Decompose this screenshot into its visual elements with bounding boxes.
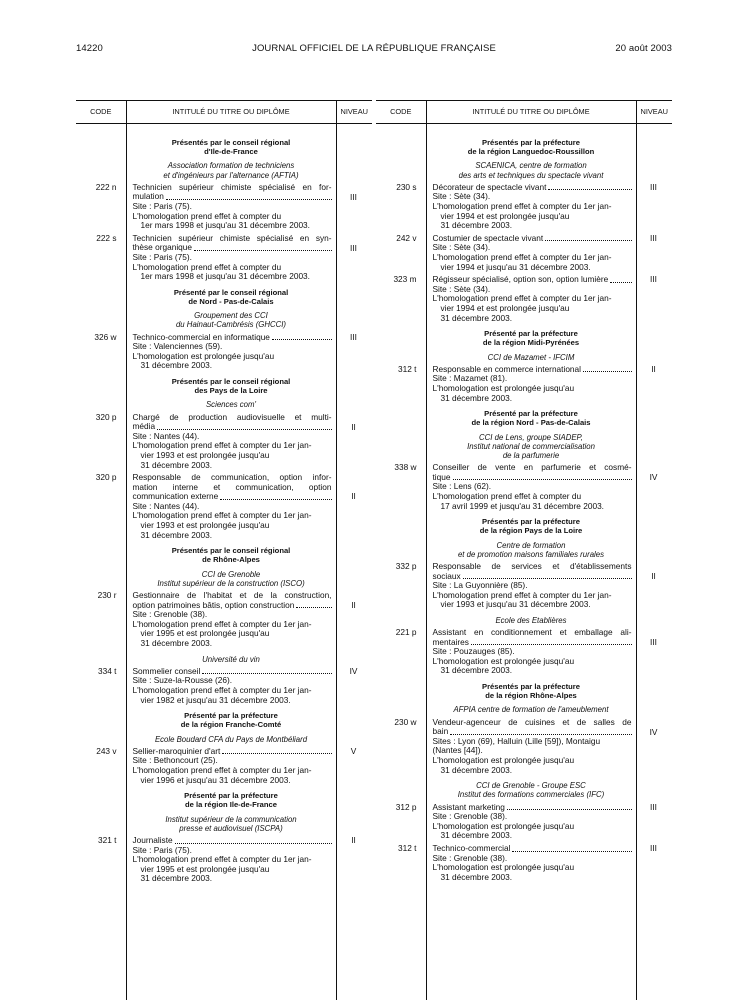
diploma-title: Responsable de communication, option infor- — [132, 472, 332, 483]
diploma-code: 320 p — [95, 472, 117, 483]
organization-name — [127, 311, 336, 329]
diploma-title-text: bain — [432, 726, 449, 737]
diploma-detail-line: 31 décembre 2003. — [440, 312, 512, 323]
diploma-detail-line: L'homologation prend effet à compter du 1er jan- — [132, 618, 312, 629]
diploma-title-text: tique — [432, 471, 451, 482]
diploma-entry — [394, 716, 658, 776]
diploma-detail-line: vier 1993 et jusqu'au 31 décembre 2003. — [440, 599, 591, 610]
diploma-detail-line: 1er mars 1998 et jusqu'au 31 décembre 2003. — [140, 220, 310, 231]
organization-line: Institut des formations commerciales (IFC) — [457, 790, 605, 800]
col-header-code: CODE — [376, 101, 426, 124]
organization-line: Ecole Boudard CFA du Pays de Montbéliard — [154, 734, 308, 744]
diploma-detail-line: L'homologation prend effet à compter du 1er jan- — [132, 510, 312, 521]
diploma-detail-line: L'homologation prend effet à compter du — [132, 261, 282, 272]
diploma-code: 338 w — [394, 462, 417, 473]
diploma-level: IV — [349, 665, 358, 676]
diploma-code: 312 t — [398, 363, 417, 374]
journal-title: JOURNAL OFFICIEL DE LA RÉPUBLIQUE FRANÇAISE — [252, 43, 496, 54]
diploma-entry — [396, 181, 657, 231]
right-table — [376, 100, 672, 1000]
organization-line: SCAENICA, centre de formation — [475, 161, 587, 171]
diploma-code: 321 t — [98, 835, 117, 846]
section-heading-line: de la région Ile-de-France — [185, 800, 277, 810]
diploma-level: III — [350, 191, 357, 202]
dot-leader — [610, 275, 631, 283]
section-heading-line: de la région Nord - Pas-de-Calais — [471, 418, 591, 428]
diploma-detail-line: 31 décembre 2003. — [440, 830, 512, 841]
diploma-detail-line: Site : Sète (34). — [432, 191, 491, 202]
section-heading-line: Présentés par le conseil régional — [171, 376, 291, 386]
section-heading-line: d'Ile-de-France — [204, 147, 258, 157]
diploma-detail-line: L'homologation prend effet à compter du 1er jan- — [132, 440, 312, 451]
dot-leader — [296, 601, 331, 609]
diploma-level: II — [351, 600, 356, 611]
organization-line: Sciences com' — [205, 400, 257, 410]
section-heading-line: Présenté par la préfecture — [184, 711, 278, 721]
section-heading-line: Présentés par la préfecture — [482, 517, 580, 527]
diploma-level: III — [650, 801, 657, 812]
diploma-detail-line: Site : Lens (62). — [432, 481, 492, 492]
diploma-detail-line: L'homologation prend effet à compter du 1er jan- — [432, 293, 612, 304]
diploma-code: 222 n — [95, 181, 117, 192]
organization-name — [127, 735, 336, 744]
col-header-level: NIVEAU — [636, 101, 672, 124]
section-heading-line: Présenté par le conseil régional — [173, 287, 289, 297]
diploma-title-text: Journaliste — [132, 835, 173, 846]
dot-leader — [202, 667, 331, 675]
diploma-detail-line: Site : Grenoble (38). — [132, 609, 208, 620]
section-block — [394, 682, 658, 775]
section-block — [398, 329, 656, 403]
diploma-detail-line: vier 1982 et jusqu'au 31 décembre 2003. — [140, 694, 291, 705]
section-heading-line: de la région Rhône-Alpes — [485, 691, 577, 701]
diploma-detail-line: vier 1995 et est prolongée jusqu'au — [140, 863, 270, 874]
organization-line: de la parfumerie — [502, 450, 560, 460]
diploma-detail-line: L'homologation prend effet à compter du 1er jan- — [132, 685, 312, 696]
dot-leader — [272, 333, 332, 341]
organization-name — [427, 353, 636, 362]
organization-line: Groupement des CCI — [194, 311, 268, 321]
diploma-level: IV — [649, 472, 658, 483]
diploma-title: Chargé de production audiovisuelle et multi- — [132, 411, 332, 422]
organization-name — [127, 400, 336, 409]
organization-line: presse et audiovisuel (ISCPA) — [179, 823, 283, 833]
diploma-entry — [398, 363, 656, 403]
diploma-detail-line: vier 1995 et est prolongée jusqu'au — [140, 628, 270, 639]
diploma-code: 243 v — [96, 745, 117, 756]
diploma-entry — [97, 590, 356, 649]
diploma-level: III — [650, 843, 657, 853]
diploma-detail-line: vier 1993 et est prolongée jusqu'au — [140, 449, 270, 460]
section-heading-line: Présenté par la préfecture — [184, 791, 278, 801]
diploma-code: 312 p — [395, 801, 417, 812]
dot-leader — [157, 422, 331, 430]
diploma-level: III — [650, 232, 657, 243]
organization-name — [127, 655, 336, 664]
diploma-detail-line: Site : Grenoble (38). — [432, 811, 508, 822]
dot-leader — [548, 183, 631, 191]
section-block — [393, 138, 657, 323]
diploma-title: Vendeur-agenceur de cuisines et de salles de — [432, 716, 632, 727]
organization-line: CCI de Grenoble - Groupe ESC — [476, 781, 586, 791]
diploma-detail-line: Site : Suze-la-Rousse (26). — [132, 675, 233, 686]
diploma-entry — [94, 331, 357, 371]
diploma-code: 230 s — [396, 181, 417, 192]
diploma-entry — [95, 181, 357, 231]
diploma-detail-line: Site : Grenoble (38). — [432, 852, 508, 863]
col-header-code: CODE — [76, 101, 126, 124]
diploma-level: II — [351, 421, 356, 432]
diploma-entry — [393, 274, 657, 323]
diploma-detail-line: Site : Sète (34). — [432, 283, 491, 294]
diploma-level: III — [650, 274, 657, 285]
diploma-code: 323 m — [393, 274, 417, 285]
diploma-title: Assistant en conditionnement et emballage ali- — [432, 627, 632, 638]
col-header-level: NIVEAU — [336, 101, 372, 124]
section-block — [395, 615, 657, 676]
diploma-entry — [395, 627, 657, 676]
section-heading-line: Présentés par le conseil régional — [171, 138, 291, 147]
diploma-detail-line: L'homologation prend effet à compter du 1er jan- — [432, 589, 612, 600]
diploma-detail-line: Site : Mazamet (81). — [432, 373, 508, 384]
organization-line: et de promotion maisons familiales rurales — [457, 549, 605, 559]
organization-name — [427, 433, 636, 461]
diploma-title: Responsable de services et d'établissements — [432, 560, 632, 571]
section-block — [97, 546, 356, 649]
diploma-title: Gestionnaire de l'habitat et de la construction, — [132, 590, 332, 601]
diploma-title-text: Sellier-maroquinier d'art — [132, 745, 221, 756]
diploma-detail-line: Site : Nantes (44). — [132, 500, 200, 511]
diploma-detail-line: 31 décembre 2003. — [440, 764, 512, 775]
diploma-title: Technicien supérieur chimiste spécialisé en syn- — [132, 232, 332, 243]
diploma-code: 242 v — [396, 232, 417, 243]
dot-leader — [583, 365, 631, 373]
section-block — [94, 287, 357, 371]
diploma-detail-line: L'homologation est prolongée jusqu'au — [432, 862, 575, 873]
diploma-detail-line: vier 1994 et jusqu'au 31 décembre 2003. — [440, 261, 591, 272]
diploma-title-text: mentaires — [432, 636, 469, 647]
diploma-entry — [398, 843, 657, 882]
diploma-title-text: sociaux — [432, 570, 461, 581]
section-heading-line: Présenté par la préfecture — [484, 329, 578, 339]
diploma-title-text: thèse organique — [132, 242, 193, 253]
section-block — [95, 138, 357, 282]
diploma-detail-line: 1er mars 1998 et jusqu'au 31 décembre 2003. — [140, 271, 310, 282]
diploma-code: 221 p — [395, 627, 417, 638]
diploma-detail-line: 31 décembre 2003. — [140, 873, 212, 884]
diploma-entry — [96, 232, 357, 282]
diploma-title-text: communication externe — [132, 491, 219, 502]
diploma-detail-line: vier 1994 et est prolongée jusqu'au — [440, 302, 570, 313]
diploma-entry — [98, 665, 358, 705]
section-heading-line: de la région Pays de la Loire — [479, 526, 583, 536]
diploma-entry — [96, 745, 357, 785]
diploma-detail-line: Site : Bethoncourt (25). — [132, 755, 218, 766]
organization-line: des arts et techniques du spectacle vivant — [458, 170, 604, 180]
organization-line: du Hainaut-Cambrésis (GHCCI) — [175, 320, 287, 330]
section-heading — [427, 682, 636, 700]
organization-name — [427, 705, 636, 714]
diploma-entry — [394, 462, 658, 511]
diploma-level: III — [650, 181, 657, 192]
diploma-detail-line: Sites : Lyon (69), Halluin (Lille [59]), Montaigu — [432, 735, 601, 746]
diploma-code: 230 w — [394, 716, 417, 727]
diploma-code: 320 p — [95, 411, 117, 422]
diploma-title-text: Technico-commercial en informatique — [132, 331, 270, 342]
diploma-detail-line: 31 décembre 2003. — [440, 220, 512, 231]
diploma-detail-line: 31 décembre 2003. — [440, 871, 512, 882]
page-number: 14220 — [76, 43, 103, 54]
dot-leader — [222, 747, 331, 755]
diploma-title-text: Assistant marketing — [432, 801, 505, 812]
left-column-content — [94, 138, 358, 884]
diploma-title-text: option patrimoines bâtis, option construction — [132, 599, 295, 610]
dot-leader — [450, 727, 631, 735]
dot-leader — [463, 572, 632, 580]
diploma-detail-line: L'homologation est prolongée jusqu'au — [432, 755, 575, 766]
diploma-level: III — [350, 331, 357, 342]
dot-leader — [507, 803, 632, 811]
diploma-title: Conseiller de vente en parfumerie et cosmé- — [432, 462, 632, 473]
diploma-detail-line: 17 avril 1999 et jusqu'au 31 décembre 2003. — [440, 500, 604, 511]
section-block — [394, 409, 658, 511]
section-heading-line: Présenté par la préfecture — [484, 409, 578, 419]
diploma-detail-line: vier 1996 et jusqu'au 31 décembre 2003. — [140, 774, 291, 785]
diploma-entry — [98, 835, 356, 884]
section-heading-line: de la région Franche-Comté — [180, 720, 282, 730]
section-heading-line: de la région Languedoc-Roussillon — [467, 147, 595, 157]
diploma-detail-line: 31 décembre 2003. — [440, 392, 512, 403]
diploma-detail-line: vier 1993 et est prolongée jusqu'au — [140, 520, 270, 531]
diploma-code: 222 s — [96, 232, 117, 243]
section-heading — [427, 138, 636, 156]
diploma-title-text: Sommelier conseil — [132, 665, 201, 676]
section-block — [98, 654, 358, 706]
diploma-detail-line: Site : Valenciennes (59). — [132, 341, 223, 352]
diploma-title-text: Technico-commercial — [432, 843, 511, 853]
diploma-detail-line: 31 décembre 2003. — [140, 529, 212, 540]
diploma-detail-line: L'homologation prend effet à compter du 1er jan- — [432, 201, 612, 211]
diploma-detail-line: L'homologation est prolongée jusqu'au — [132, 350, 275, 361]
diploma-detail-line: (Nantes [44]). — [432, 745, 483, 756]
organization-name — [427, 541, 636, 559]
section-heading — [127, 138, 336, 156]
section-heading — [127, 377, 336, 395]
diploma-title-text: Régisseur spécialisé, option son, option lumière — [432, 274, 609, 285]
section-heading — [127, 791, 336, 809]
col-header-title: INTITULÉ DU TITRE OU DIPLÔME — [126, 101, 336, 124]
diploma-detail-line: Site : Paris (75). — [132, 844, 192, 855]
diploma-detail-line: Site : Sète (34). — [432, 242, 491, 253]
diploma-title: Technicien supérieur chimiste spécialisé en for- — [132, 181, 332, 192]
diploma-title-text: Responsable en commerce international — [432, 363, 582, 374]
diploma-level: II — [351, 835, 356, 846]
organization-name — [127, 161, 336, 179]
diploma-entry — [95, 472, 356, 540]
section-heading-line: Présentés par la préfecture — [482, 138, 580, 147]
diploma-entry — [396, 232, 657, 272]
diploma-detail-line: vier 1994 et est prolongée jusqu'au — [440, 210, 570, 221]
diploma-entry — [395, 560, 656, 610]
section-heading-line: Présentés par la préfecture — [482, 682, 580, 692]
section-heading-line: de Nord - Pas-de-Calais — [188, 296, 274, 306]
diploma-level: II — [351, 491, 356, 502]
diploma-level: IV — [649, 726, 658, 737]
organization-line: CCI de Mazamet - IFCIM — [487, 352, 575, 362]
organization-name — [127, 570, 336, 588]
right-column-content — [393, 138, 658, 882]
section-heading — [427, 409, 636, 427]
section-block — [98, 791, 356, 884]
section-heading — [427, 329, 636, 347]
diploma-detail-line: Site : La Guyonnière (85). — [432, 580, 528, 591]
organization-line: Ecole des Etablières — [495, 615, 567, 625]
organization-line: et d'ingénieurs par l'alternance (AFTIA) — [163, 170, 299, 180]
dot-leader — [220, 492, 331, 500]
diploma-title-text: mulation — [132, 191, 164, 202]
section-heading-line: des Pays de la Loire — [194, 386, 268, 396]
diploma-detail-line: L'homologation prend effet à compter du 1er jan- — [432, 251, 612, 262]
diploma-detail-line: 31 décembre 2003. — [140, 459, 212, 470]
organization-line: Centre de formation — [496, 540, 566, 550]
diploma-level: II — [651, 363, 656, 374]
issue-date: 20 août 2003 — [615, 43, 672, 54]
section-block — [395, 781, 657, 882]
diploma-title-cont: mation interne et communication, option — [132, 481, 332, 492]
dot-leader — [471, 638, 632, 646]
diploma-code: 312 t — [398, 843, 417, 853]
diploma-code: 332 p — [395, 560, 417, 571]
section-heading — [127, 546, 336, 564]
section-block — [96, 711, 357, 785]
organization-line: CCI de Grenoble — [201, 569, 261, 579]
diploma-title-text: média — [132, 421, 156, 432]
organization-line: Association formation de techniciens — [167, 161, 295, 171]
diploma-title-text: Décorateur de spectacle vivant — [432, 181, 547, 192]
diploma-code: 326 w — [94, 331, 117, 342]
organization-line: AFPIA centre de formation de l'ameublement — [453, 705, 609, 715]
diploma-detail-line: L'homologation est prolongée jusqu'au — [432, 382, 575, 393]
section-heading-line: de Rhône-Alpes — [202, 555, 260, 565]
organization-name — [427, 616, 636, 625]
diploma-code: 230 r — [97, 590, 117, 601]
section-block — [395, 517, 656, 610]
section-heading — [427, 517, 636, 535]
diploma-level: V — [350, 745, 357, 756]
diploma-detail-line: Site : Paris (75). — [132, 201, 192, 211]
diploma-detail-line: Site : Nantes (44). — [132, 430, 200, 441]
diploma-detail-line: 31 décembre 2003. — [140, 360, 212, 371]
section-heading — [127, 711, 336, 729]
diploma-detail-line: L'homologation est prolongée jusqu'au — [432, 655, 575, 666]
section-heading-line: Présentés par le conseil régional — [171, 546, 291, 556]
section-heading-line: de la région Midi-Pyrénées — [482, 338, 580, 348]
diploma-detail-line: L'homologation prend effet à compter du 1er jan- — [132, 854, 312, 865]
organization-name — [427, 781, 636, 799]
organization-line: Université du vin — [202, 654, 260, 664]
dot-leader — [545, 234, 631, 242]
organization-line: Institut national de commercialisation — [467, 441, 595, 451]
diploma-detail-line: Site : Pouzauges (85). — [432, 646, 515, 657]
col-header-title: INTITULÉ DU TITRE OU DIPLÔME — [426, 101, 636, 124]
dot-leader — [512, 844, 631, 852]
diploma-detail-line: L'homologation est prolongée jusqu'au — [432, 820, 575, 831]
organization-line: CCI de Lens, groupe SIADEP, — [479, 432, 583, 442]
diploma-detail-line: L'homologation prend effet à compter du 1er jan- — [132, 765, 312, 776]
diploma-level: II — [651, 570, 656, 581]
dot-leader — [194, 243, 331, 251]
diploma-entry — [95, 411, 356, 471]
diploma-title-text: Costumier de spectacle vivant — [432, 232, 544, 243]
organization-name — [427, 161, 636, 179]
organization-line: Institut supérieur de la construction (ISCO) — [157, 578, 305, 588]
dot-leader — [453, 473, 632, 481]
dot-leader — [166, 192, 332, 200]
diploma-detail-line: L'homologation prend effet à compter du — [132, 210, 282, 221]
diploma-detail-line: 31 décembre 2003. — [440, 665, 512, 676]
diploma-detail-line: L'homologation prend effet à compter du — [432, 490, 582, 501]
dot-leader — [175, 836, 332, 844]
organization-name — [127, 815, 336, 833]
section-heading — [127, 288, 336, 306]
diploma-code: 334 t — [98, 665, 117, 676]
organization-line: Institut supérieur de la communication — [165, 814, 297, 824]
diploma-detail-line: 31 décembre 2003. — [140, 638, 212, 649]
diploma-level: III — [650, 637, 657, 648]
diploma-entry — [395, 801, 657, 841]
diploma-detail-line: Site : Paris (75). — [132, 251, 192, 262]
diploma-level: III — [350, 242, 357, 253]
section-block — [95, 376, 356, 540]
left-table — [76, 100, 372, 1000]
